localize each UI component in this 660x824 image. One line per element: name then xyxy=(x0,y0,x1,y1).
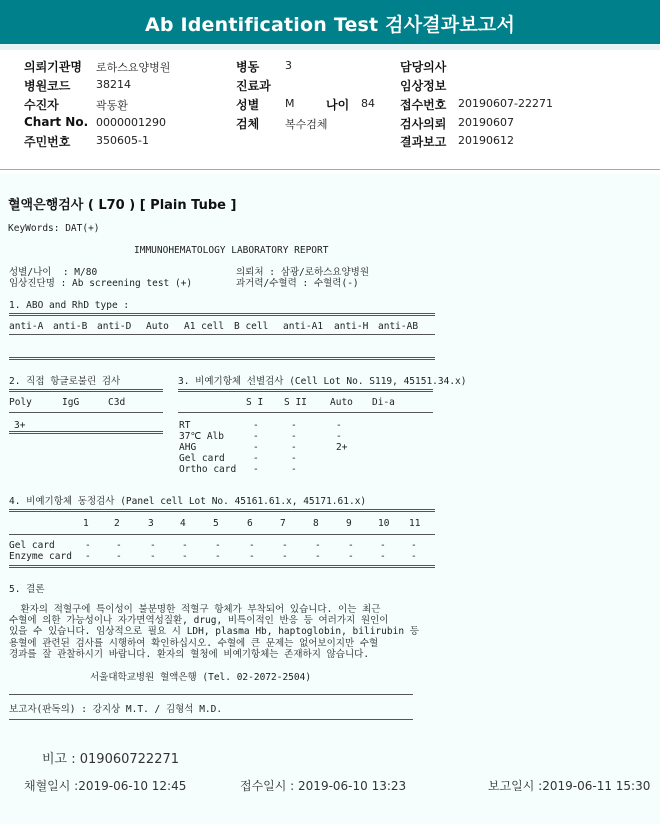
panel-result-value: - xyxy=(411,540,417,551)
sex-value: M xyxy=(285,97,295,110)
institution-label: 의뢰기관명 xyxy=(24,60,82,74)
remark: 비고 : 019060722271 xyxy=(42,752,180,767)
section-1-title: 1. ABO and RhD type : xyxy=(9,300,130,311)
screening-auto-value: - xyxy=(336,431,342,442)
divider xyxy=(9,431,163,434)
panel-result-value: - xyxy=(85,551,91,562)
divider xyxy=(9,412,163,413)
request-date-value: 20190607 xyxy=(458,116,514,129)
receipt-no-label: 접수번호 xyxy=(400,98,447,112)
screening-row-label: Gel card xyxy=(179,453,225,464)
resident-no-value: 350605-1 xyxy=(96,134,149,147)
report-body xyxy=(0,174,660,824)
screening-sii-value: - xyxy=(291,453,297,464)
panel-cell-number: 5 xyxy=(213,518,219,529)
abo-column-header: Auto xyxy=(146,321,169,332)
section-2-title: 2. 직접 항글로불린 검사 xyxy=(9,376,121,387)
abo-column-header: anti-B xyxy=(53,321,88,332)
ward-label: 병동 xyxy=(236,60,260,74)
divider xyxy=(9,565,435,568)
history-line: 과거력/수혈력 : 수혈력(-) xyxy=(236,278,359,289)
title-bar xyxy=(0,0,660,44)
sex-label: 성별 xyxy=(236,98,260,112)
screening-column-header: Auto xyxy=(330,397,353,408)
screening-column-header: Di-a xyxy=(372,397,395,408)
panel-result-value: - xyxy=(116,540,122,551)
divider xyxy=(9,719,413,720)
referred-line: 의뢰처 : 삼광/로하스요양병원 xyxy=(236,267,370,278)
divider xyxy=(9,509,435,512)
doctor-label: 담당의사 xyxy=(400,60,447,74)
screening-row-label: 37℃ Alb xyxy=(179,431,224,442)
keywords: KeyWords: DAT(+) xyxy=(8,223,100,234)
ward-value: 3 xyxy=(285,59,292,72)
section-4-title: 4. 비예기항체 동정검사 (Panel cell Lot No. 45161.61.x, 45171.61.x) xyxy=(9,496,367,507)
divider xyxy=(9,357,435,360)
age-label: 나이 xyxy=(326,98,350,112)
panel-cell-number: 2 xyxy=(114,518,120,529)
dat-column-header: IgG xyxy=(62,397,80,408)
request-date-label: 검사의뢰 xyxy=(400,117,447,131)
screening-sii-value: - xyxy=(291,464,297,475)
sex-age-line: 성별/나이 : M/80 xyxy=(9,267,98,278)
panel-result-value: - xyxy=(249,551,255,562)
divider xyxy=(9,694,413,695)
panel-result-value: - xyxy=(215,540,221,551)
divider xyxy=(9,334,435,335)
section-5-title: 5. 결론 xyxy=(9,584,45,595)
panel-result-value: - xyxy=(348,540,354,551)
test-title: 혈액은행검사 ( L70 ) [ Plain Tube ] xyxy=(8,198,237,213)
report-time: 보고일시 :2019-06-11 15:30 xyxy=(488,779,651,793)
screening-sii-value: - xyxy=(291,431,297,442)
report-date-value: 20190612 xyxy=(458,134,514,147)
screening-si-value: - xyxy=(253,453,259,464)
specimen-value: 복수검체 xyxy=(285,118,328,131)
dat-column-header: C3d xyxy=(108,397,126,408)
institution-value: 로하스요양병원 xyxy=(96,61,171,74)
department-label: 진료과 xyxy=(236,79,271,93)
panel-cell-number: 10 xyxy=(378,518,390,529)
divider xyxy=(9,389,163,392)
panel-result-value: - xyxy=(150,540,156,551)
screening-si-value: - xyxy=(253,420,259,431)
receipt-no-value: 20190607-22271 xyxy=(458,97,553,110)
dat-column-header: Poly xyxy=(9,397,32,408)
specimen-label: 검체 xyxy=(236,117,260,131)
resident-no-label: 주민번호 xyxy=(24,135,71,149)
patient-info-panel xyxy=(0,50,660,170)
panel-result-value: - xyxy=(116,551,122,562)
panel-result-value: - xyxy=(411,551,417,562)
divider xyxy=(9,534,435,535)
hospital-code-label: 병원코드 xyxy=(24,79,71,93)
dat-poly-value: 3+ xyxy=(14,420,26,431)
reporter-line: 보고자(판독의) : 강지상 M.T. / 김형석 M.D. xyxy=(9,704,223,715)
screening-row-label: AHG xyxy=(179,442,197,453)
panel-result-value: - xyxy=(282,551,288,562)
panel-result-value: - xyxy=(315,540,321,551)
panel-row-label: Gel card xyxy=(9,540,55,551)
panel-result-value: - xyxy=(182,551,188,562)
panel-result-value: - xyxy=(315,551,321,562)
report-title: Ab Identification Test 검사결과보고서 xyxy=(144,14,516,36)
panel-cell-number: 4 xyxy=(180,518,186,529)
age-value: 84 xyxy=(361,97,375,110)
panel-cell-number: 1 xyxy=(83,518,89,529)
panel-cell-number: 9 xyxy=(346,518,352,529)
abo-column-header: B cell xyxy=(234,321,269,332)
panel-result-value: - xyxy=(348,551,354,562)
abo-column-header: anti-H xyxy=(334,321,369,332)
panel-cell-number: 3 xyxy=(148,518,154,529)
panel-result-value: - xyxy=(380,540,386,551)
clinical-info-label: 임상정보 xyxy=(400,79,447,93)
abo-column-header: anti-D xyxy=(97,321,132,332)
hospital-code-value: 38214 xyxy=(96,78,131,91)
screening-column-header: S I xyxy=(246,397,264,408)
abo-column-header: anti-AB xyxy=(378,321,419,332)
screening-sii-value: - xyxy=(291,442,297,453)
panel-result-value: - xyxy=(249,540,255,551)
lab-report-title: IMMUNOHEMATOLOGY LABORATORY REPORT xyxy=(134,245,329,256)
screening-si-value: - xyxy=(253,442,259,453)
panel-row-label: Enzyme card xyxy=(9,551,72,562)
panel-result-value: - xyxy=(215,551,221,562)
panel-cell-number: 8 xyxy=(313,518,319,529)
panel-result-value: - xyxy=(380,551,386,562)
divider xyxy=(178,412,433,413)
collect-time: 채혈일시 :2019-06-10 12:45 xyxy=(24,779,187,793)
screening-auto-value: - xyxy=(336,420,342,431)
info-divider xyxy=(0,169,660,170)
chart-no-value: 0000001290 xyxy=(96,116,166,129)
abo-column-header: A1 cell xyxy=(184,321,225,332)
screening-si-value: - xyxy=(253,464,259,475)
screening-auto-value: 2+ xyxy=(336,442,348,453)
diagnosis-line: 임상진단명 : Ab screening test (+) xyxy=(9,278,193,289)
panel-result-value: - xyxy=(182,540,188,551)
divider xyxy=(9,313,435,316)
panel-cell-number: 11 xyxy=(409,518,421,529)
panel-result-value: - xyxy=(85,540,91,551)
hospital-contact: 서울대학교병원 혈액은행 (Tel. 02-2072-2504) xyxy=(90,672,312,683)
divider xyxy=(178,389,433,392)
chart-no-label: Chart No. xyxy=(24,115,89,129)
screening-row-label: RT xyxy=(179,420,191,431)
section-3-title: 3. 비예기항체 선별검사 (Cell Lot No. S119, 45151.34.x) xyxy=(178,376,467,387)
abo-column-header: anti-A xyxy=(9,321,44,332)
panel-result-value: - xyxy=(282,540,288,551)
receipt-time: 접수일시 : 2019-06-10 13:23 xyxy=(240,779,407,793)
patient-name-label: 수진자 xyxy=(24,98,59,112)
screening-column-header: S II xyxy=(284,397,307,408)
abo-column-header: anti-A1 xyxy=(283,321,324,332)
report-date-label: 결과보고 xyxy=(400,135,447,149)
screening-row-label: Ortho card xyxy=(179,464,237,475)
screening-sii-value: - xyxy=(291,420,297,431)
panel-result-value: - xyxy=(150,551,156,562)
panel-cell-number: 7 xyxy=(280,518,286,529)
panel-cell-number: 6 xyxy=(247,518,253,529)
conclusion-text: 환자의 적혈구에 특이성이 불분명한 적혈구 항체가 부착되어 있습니다. 이는 최근 수혈에 의한 가능성이나 자가면역성질환, drug, 비특이적인 반응 등 여러가지 원인이 있을 수 있습니다. 임상적으로 필요 시 LDH, plasma Hb, haptoglobin, bilirubin 등 용혈에 관련된 검사를 시행하여 확인하십시오. 수혈에 큰 문제는 없어보이지만 수혈 경과를 잘 관찰하시기 바랍니다. 환자의 혈청에 비예기항체는 존재하지 않습니다. xyxy=(9,604,419,660)
screening-si-value: - xyxy=(253,431,259,442)
patient-name-value: 곽동환 xyxy=(96,99,128,112)
